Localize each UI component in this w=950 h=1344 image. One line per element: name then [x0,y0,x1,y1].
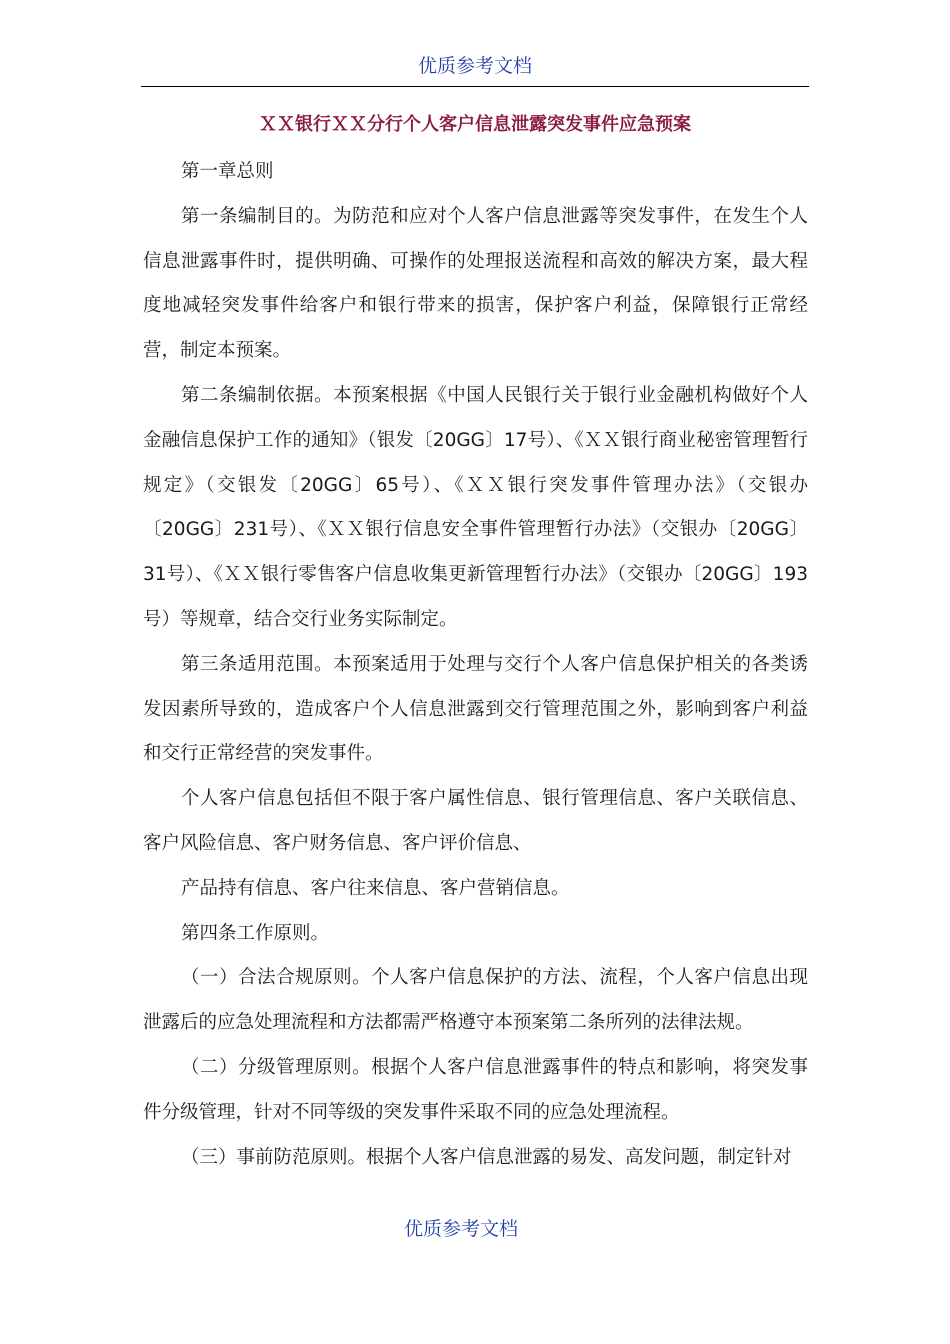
paragraph: 第三条适用范围。本预案适用于处理与交行个人客户信息保护相关的各类诱发因素所导致的，造成客户个人信息泄露到交行管理范围之外，影响到客户利益和交行正常经营的突发事件。 [143,653,808,765]
page-header: 优质参考文档 [417,55,532,77]
paragraph: 产品持有信息、客户往来信息、客户营销信息。 [181,877,570,899]
paragraph: 第四条工作原则。 [181,922,330,944]
paragraph: （一）合法合规原则。个人客户信息保护的方法、流程，个人客户信息出现泄露后的应急处理流程和方法都需严格遵守本预案第二条所列的法律法规。 [143,967,808,1034]
paragraph: 第一条编制目的。为防范和应对个人客户信息泄露等突发事件，在发生个人信息泄露事件时，提供明确、可操作的处理报送流程和高效的解决方案，最大程度地减轻突发事件给客户和银行带来的损害，保护客户利益，保障银行正常经营，制定本预案。 [143,205,808,362]
paragraph: 第二条编制依据。本预案根据《中国人民银行关于银行业金融机构做好个人金融信息保护工作的通知》（银发〔20GG〕17号）、《ＸＸ银行商业秘密管理暂行规定》（交银发〔20GG〕65号）、《ＸＸ银行突发事件管理办法》（交银办〔20GG〕231号）、《ＸＸ银行信息安全事件管理暂行办法》（交银办〔20GG〕31号）、《ＸＸ银行零售客户信息收集更新管理暂行办法》（交银办〔20GG〕193号）等规章，结合交行业务实际制定。 [143,384,808,630]
chapter-heading: 第一章总则 [181,161,274,182]
paragraph: （二）分级管理原则。根据个人客户信息泄露事件的特点和影响，将突发事件分级管理，针对不同等级的突发事件采取不同的应急处理流程。 [143,1056,808,1123]
header-divider [141,86,809,87]
page-footer: 优质参考文档 [403,1218,518,1240]
document-title: ＸＸ银行ＸＸ分行个人客户信息泄露突发事件应急预案 [259,114,691,135]
document-body [143,150,808,1180]
paragraph: （三）事前防范原则。根据个人客户信息泄露的易发、高发问题，制定针对 [181,1146,792,1168]
paragraph: 个人客户信息包括但不限于客户属性信息、银行管理信息、客户关联信息、客户风险信息、客户财务信息、客户评价信息、 [143,788,808,854]
